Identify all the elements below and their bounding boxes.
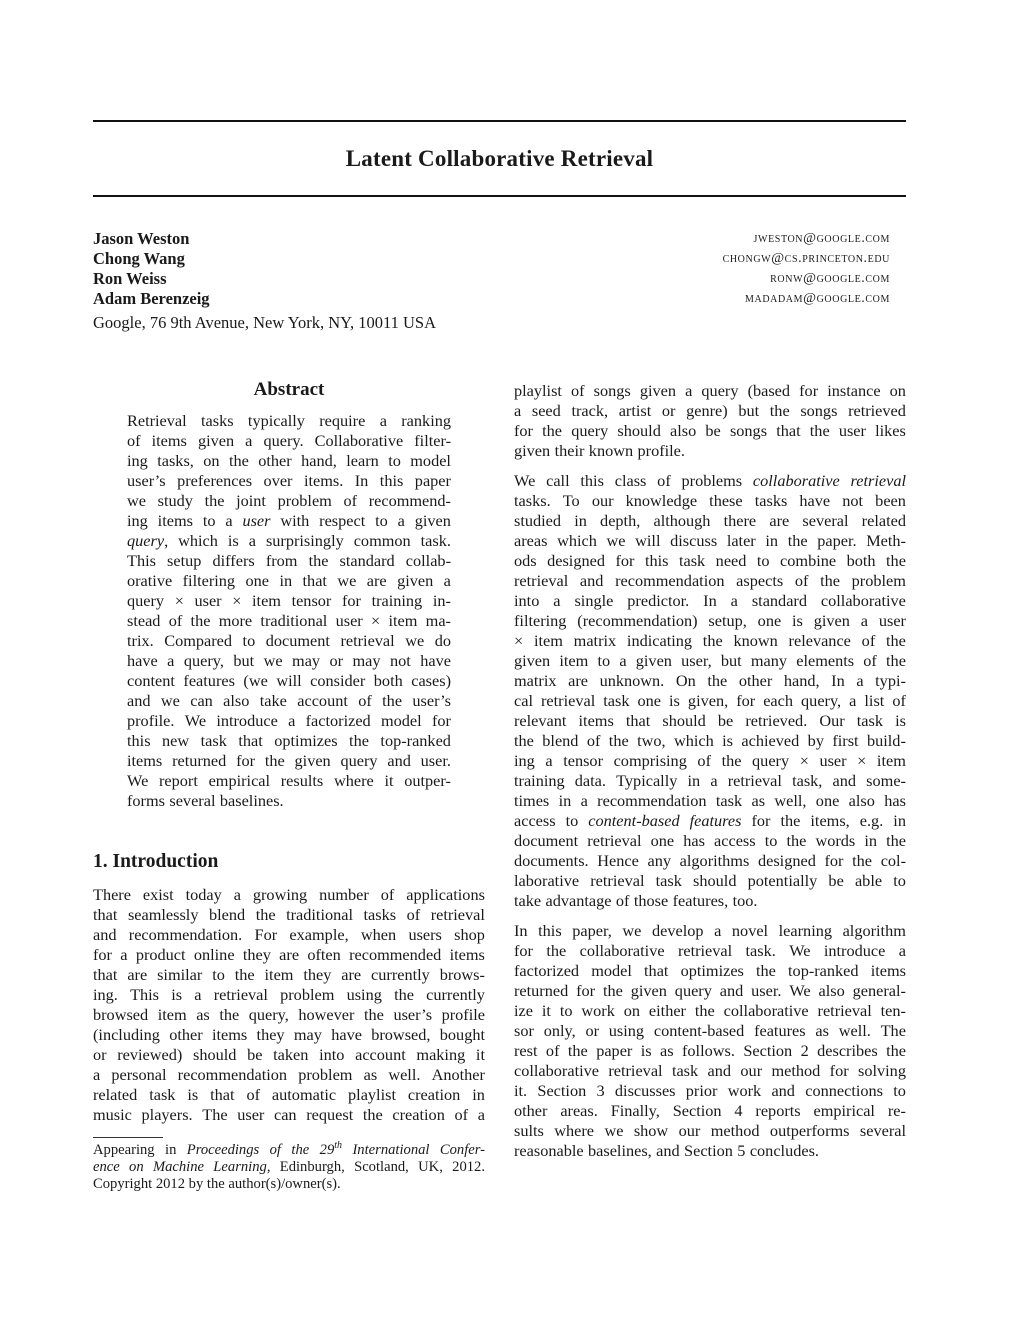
- text-line: and recommendation. For example, when users shop: [93, 925, 485, 944]
- title-rule-top: [93, 120, 906, 122]
- introduction-right-paragraph-1: [514, 381, 906, 461]
- affiliation: Google, 76 9th Avenue, New York, NY, 10011 USA: [93, 313, 436, 332]
- text-line: (including other items they may have browsed, bought: [93, 1025, 485, 1044]
- text-line: orative filtering one in that we are given a: [127, 571, 451, 590]
- text-line: reasonable baselines, and Section 5 concludes.: [514, 1141, 819, 1160]
- text-line: music players. The user can request the creation of a: [93, 1105, 485, 1124]
- text-line: retrieval and recommendation aspects of the problem: [514, 571, 906, 590]
- author-row: [93, 289, 890, 309]
- text-line: studied in depth, although there are several related: [514, 511, 906, 530]
- text-line: ods designed for this task need to combine both the: [514, 551, 906, 570]
- text-line: a personal recommendation problem as well. Another: [93, 1065, 485, 1084]
- text-line: items returned for the given query and user.: [127, 751, 451, 770]
- text-line: given their known profile.: [514, 441, 685, 460]
- footnote-rule: [93, 1137, 163, 1138]
- text-line: take advantage of those features, too.: [514, 891, 758, 910]
- text-line: ing a tensor comprising of the query × user × item: [514, 751, 906, 770]
- text-line: areas which we will discuss later in the paper. Meth-: [514, 531, 906, 550]
- author-name: Adam Berenzeig: [93, 289, 210, 308]
- text-line: cal retrieval task one is given, for each query, a list of: [514, 691, 906, 710]
- text-line: This setup differs from the standard collab-: [127, 551, 451, 570]
- text-line: this new task that optimizes the top-ranked: [127, 731, 451, 750]
- author-row: [93, 269, 890, 289]
- paper-title: Latent Collaborative Retrieval: [345, 146, 654, 171]
- text-line: content features (we will consider both cases): [127, 671, 451, 690]
- text-line: Retrieval tasks typically require a ranking: [127, 411, 451, 430]
- text-line: There exist today a growing number of applications: [93, 885, 485, 904]
- text-line: trix. Compared to document retrieval we do: [127, 631, 451, 650]
- author-email: jweston@google.com: [753, 231, 890, 246]
- text-line: returned for the given query and user. We also general-: [514, 981, 906, 1000]
- text-line: rest of the paper is as follows. Section 2 describes the: [514, 1041, 906, 1060]
- text-line: for a product online they are often recommended items: [93, 945, 485, 964]
- author-name: Jason Weston: [93, 229, 190, 248]
- text-line: into a single predictor. In a standard collaborative: [514, 591, 906, 610]
- text-line: In this paper, we develop a novel learning algorithm: [514, 921, 906, 940]
- text-line: We call this class of problems collaborative retrieval: [514, 471, 906, 490]
- title-rule-bottom: [93, 195, 906, 197]
- text-line: factorized model that optimizes the top-ranked items: [514, 961, 906, 980]
- text-line: other areas. Finally, Section 4 reports empirical re-: [514, 1101, 906, 1120]
- text-line: for the collaborative retrieval task. We introduce a: [514, 941, 906, 960]
- text-line: a seed track, artist or genre) but the songs retrieved: [514, 401, 906, 420]
- author-name: Chong Wang: [93, 249, 185, 268]
- text-line: related task is that of automatic playlist creation in: [93, 1085, 485, 1104]
- footnote-prefix: Appearing in: [93, 1142, 187, 1158]
- text-line: we study the joint problem of recommend-: [127, 491, 451, 510]
- footnote-superscript: th: [334, 1140, 343, 1152]
- footnote-venue: ence on Machine Learning: [93, 1159, 267, 1175]
- text-line: forms several baselines.: [127, 791, 284, 810]
- text-line: query × user × item tensor for training in-: [127, 591, 451, 610]
- text-line: training data. Typically in a retrieval task, and some-: [514, 771, 906, 790]
- author-block: [93, 229, 890, 309]
- text-line: it. Section 3 discusses prior work and connections to: [514, 1081, 906, 1100]
- text-line: ize it to work on either the collaborative retrieval ten-: [514, 1001, 906, 1020]
- text-line: × item matrix indicating the known relevance of the: [514, 631, 906, 650]
- text-line: or reviewed) should be taken into account making it: [93, 1045, 485, 1064]
- text-line: ing items to a user with respect to a given: [127, 511, 451, 530]
- abstract-heading: Abstract: [253, 379, 325, 400]
- text-line: relevant items that should be retrieved. Our task is: [514, 711, 906, 730]
- text-line: and we can also take account of the user’s: [127, 691, 451, 710]
- text-line: query, which is a surprisingly common task.: [127, 531, 451, 550]
- text-line: ing. This is a retrieval problem using the currently: [93, 985, 485, 1004]
- footnote-venue: Proceedings of the 29: [186, 1142, 335, 1158]
- text-line: We report empirical results where it outper-: [127, 771, 451, 790]
- text-line: that seamlessly blend the traditional tasks of retrieval: [93, 905, 485, 924]
- footnote-line: [93, 1159, 485, 1176]
- author-email: ronw@google.com: [770, 271, 890, 286]
- text-line: matrix are unknown. On the other hand, In a typi-: [514, 671, 906, 690]
- text-line: have a query, but we may or may not have: [127, 651, 451, 670]
- text-line: profile. We introduce a factorized model for: [127, 711, 451, 730]
- introduction-right-paragraph-2: [514, 471, 906, 911]
- footnote-copyright: Copyright 2012 by the author(s)/owner(s).: [93, 1176, 341, 1192]
- text-line: filtering (recommendation) setup, one is given a user: [514, 611, 906, 630]
- text-line: sults where we show our method outperforms several: [514, 1121, 906, 1140]
- text-line: for the query should also be songs that the user likes: [514, 421, 906, 440]
- text-line: of items given a query. Collaborative filter-: [127, 431, 451, 450]
- abstract-body: [127, 411, 451, 811]
- text-line: ing tasks, on the other hand, learn to model: [127, 451, 451, 470]
- footnote-location: , Edinburgh, Scotland, UK, 2012.: [266, 1159, 485, 1175]
- footnote-venue: International Confer-: [342, 1142, 485, 1158]
- text-line: documents. Hence any algorithms designed for the col-: [514, 851, 906, 870]
- introduction-right-paragraph-3: [514, 921, 906, 1161]
- author-row: [93, 249, 890, 269]
- text-line: sor only, or using content-based features as well. The: [514, 1021, 906, 1040]
- text-line: user’s preferences over items. In this paper: [127, 471, 451, 490]
- text-line: access to content-based features for the items, e.g. in: [514, 811, 906, 830]
- text-line: the blend of the two, which is achieved by first build-: [514, 731, 906, 750]
- text-line: browsed item as the query, however the user’s profile: [93, 1005, 485, 1024]
- text-line: document retrieval one has access to the words in the: [514, 831, 906, 850]
- section-heading-introduction: 1. Introduction: [93, 851, 219, 872]
- text-line: laborative retrieval task should potentially be able to: [514, 871, 906, 890]
- introduction-left-column: [93, 885, 485, 1125]
- author-row: [93, 229, 890, 249]
- text-line: tasks. To our knowledge these tasks have not been: [514, 491, 906, 510]
- author-email: chongw@cs.princeton.edu: [722, 251, 890, 266]
- footnote-line: [93, 1142, 485, 1159]
- text-line: times in a recommendation task as well, one also has: [514, 791, 906, 810]
- text-line: playlist of songs given a query (based for instance on: [514, 381, 906, 400]
- author-name: Ron Weiss: [93, 269, 167, 288]
- text-line: collaborative retrieval task and our method for solving: [514, 1061, 906, 1080]
- footnote: [93, 1142, 485, 1193]
- text-line: that are similar to the item they are currently brows-: [93, 965, 485, 984]
- text-line: given item to a given user, but many elements of the: [514, 651, 906, 670]
- author-email: madadam@google.com: [745, 291, 890, 306]
- text-line: stead of the more traditional user × item ma-: [127, 611, 451, 630]
